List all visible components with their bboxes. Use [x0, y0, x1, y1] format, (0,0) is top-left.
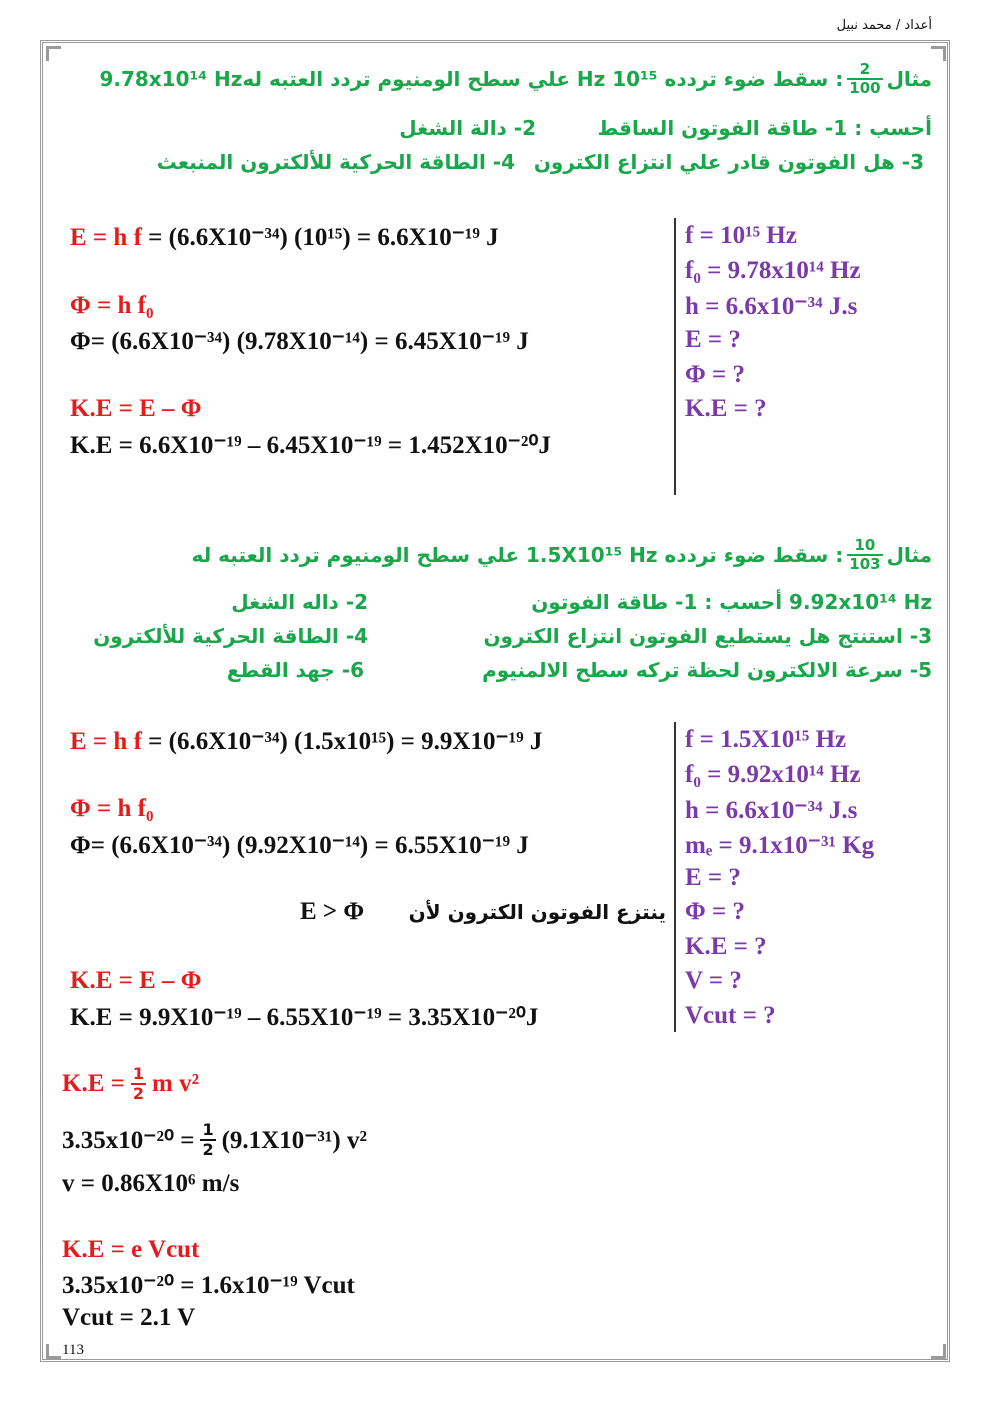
example2-given-h: h = 6.6x10⁻³⁴ J.s: [685, 797, 858, 824]
energy-formula: E = h f: [70, 224, 142, 251]
example2-question-6: 6- جهد القطع: [226, 658, 364, 682]
example1-statement: [99, 62, 932, 96]
example1-statement-text: : سقط ضوء تردده 10¹⁵ Hz علي سطح الومنيوم تردد العتبه له9.78x10¹⁴ Hz: [99, 67, 844, 91]
example2-vcut-calc: 3.35x10⁻²⁰ = 1.6x10⁻¹⁹ Vcut: [62, 1272, 355, 1299]
example1-given-f0: f₀ = 9.78x10¹⁴ Hz: [685, 257, 861, 284]
frame-corner: [931, 46, 946, 61]
example1-ke-formula: K.E = E – Φ: [70, 395, 202, 422]
example1-question-2: 2- دالة الشغل: [399, 116, 536, 140]
example2-energy-equation: [70, 726, 542, 756]
example1-label: مثال: [886, 67, 932, 91]
example2-question-2: 2- داله الشغل: [231, 590, 368, 614]
example2-fraction: $\frac{10}{103}$: [849, 536, 881, 573]
example2-divider: [674, 722, 676, 1032]
example2-given-ke: K.E = ?: [685, 933, 767, 960]
example1-given-phi: Φ = ?: [685, 361, 745, 388]
example1-ke-calc: K.E = 6.6X10⁻¹⁹ – 6.45X10⁻¹⁹ = 1.452X10⁻²⁰J: [70, 432, 551, 459]
example2-label: مثال: [886, 543, 932, 567]
example1-given-h: h = 6.6x10⁻³⁴ J.s: [685, 293, 858, 320]
example1-phi-formula: Φ = h f₀: [70, 292, 154, 319]
frame-corner: [931, 1344, 946, 1359]
example2-ke-half-formula: K.E = $\frac{1}{2}$ m v²: [62, 1064, 200, 1103]
example2-phi-calc: Φ= (6.6X10⁻³⁴) (9.92X10⁻¹⁴) = 6.55X10⁻¹⁹ J: [70, 832, 529, 859]
example2-question-4: 4- الطاقة الحركية للألكترون: [93, 624, 368, 648]
example1-question-4: 4- الطاقة الحركية للألكترون المنبعث: [156, 150, 515, 174]
frame-corner: [46, 1344, 61, 1359]
example2-given-vcut: Vcut = ?: [685, 1002, 776, 1029]
example2-question-3: 3- استنتج هل يستطيع الفوتون انتزاع الكترون: [483, 624, 932, 648]
author-header: أعداد / محمد نبيل: [836, 18, 932, 33]
example2-statement-text: : سقط ضوء تردده 1.5X10¹⁵ Hz علي سطح الومنيوم تردد العتبه له: [191, 543, 844, 567]
example2-given-f: f = 1.5X10¹⁵ Hz: [685, 726, 847, 753]
energy-calc: = (6.6X10⁻³⁴) (1.5x10¹⁵) = 9.9X10⁻¹⁹ J: [141, 728, 543, 755]
page-number: 113: [62, 1342, 84, 1358]
example2-condition-text: ينتزع الفوتون الكترون لأن: [408, 900, 666, 924]
example2-velocity-result: v = 0.86X10⁶ m/s: [62, 1170, 240, 1197]
example2-velocity-equation: 3.35x10⁻²⁰ = $\frac{1}{2}$ (9.1X10⁻³¹) v²: [62, 1120, 367, 1159]
example2-statement: [192, 538, 932, 572]
example1-divider: [674, 218, 676, 495]
example1-phi-calc: Φ= (6.6X10⁻³⁴) (9.78X10⁻¹⁴) = 6.45X10⁻¹⁹ J: [70, 328, 529, 355]
example1-given-ke: K.E = ?: [685, 395, 767, 422]
example2-ke-calc: K.E = 9.9X10⁻¹⁹ – 6.55X10⁻¹⁹ = 3.35X10⁻²⁰J: [70, 1004, 539, 1031]
example2-given-phi: Φ = ?: [685, 898, 745, 925]
example1-question-3: 3- هل الفوتون قادر علي انتزاع الكترون: [533, 150, 924, 174]
energy-calc: = (6.6X10⁻³⁴) (10¹⁵) = 6.6X10⁻¹⁹ J: [141, 224, 499, 251]
example2-given-me: mₑ = 9.1x10⁻³¹ Kg: [685, 832, 875, 859]
example2-vcut-result: Vcut = 2.1 V: [62, 1304, 196, 1331]
example2-given-f0: f₀ = 9.92x10¹⁴ Hz: [685, 761, 861, 788]
example1-fraction: $\frac{2}{100}$: [849, 60, 881, 97]
example1-energy-equation: [70, 222, 499, 252]
example2-given-v: V = ?: [685, 967, 742, 994]
example2-question-1: 9.92x10¹⁴ Hz أحسب : 1- طاقة الفوتون: [531, 590, 932, 614]
example2-condition-expr: E > Φ: [300, 898, 365, 925]
example2-question-5: 5- سرعة الالكترون لحظة تركه سطح الالمنيوم: [482, 658, 932, 682]
example2-ke-formula: K.E = E – Φ: [70, 967, 202, 994]
half-fraction: $\frac{1}{2}$: [132, 1064, 145, 1103]
frame-corner: [46, 46, 61, 61]
example1-given-E: E = ?: [685, 326, 741, 353]
half-fraction: $\frac{1}{2}$: [202, 1120, 214, 1159]
example1-given-f: f = 10¹⁵ Hz: [685, 222, 797, 249]
energy-formula: E = h f: [70, 728, 142, 755]
example2-vcut-formula: K.E = e Vcut: [62, 1236, 200, 1263]
example2-phi-formula: Φ = h f₀: [70, 795, 154, 822]
example2-given-E: E = ?: [685, 864, 741, 891]
example1-question-1: أحسب : 1- طاقة الفوتون الساقط: [597, 116, 932, 140]
